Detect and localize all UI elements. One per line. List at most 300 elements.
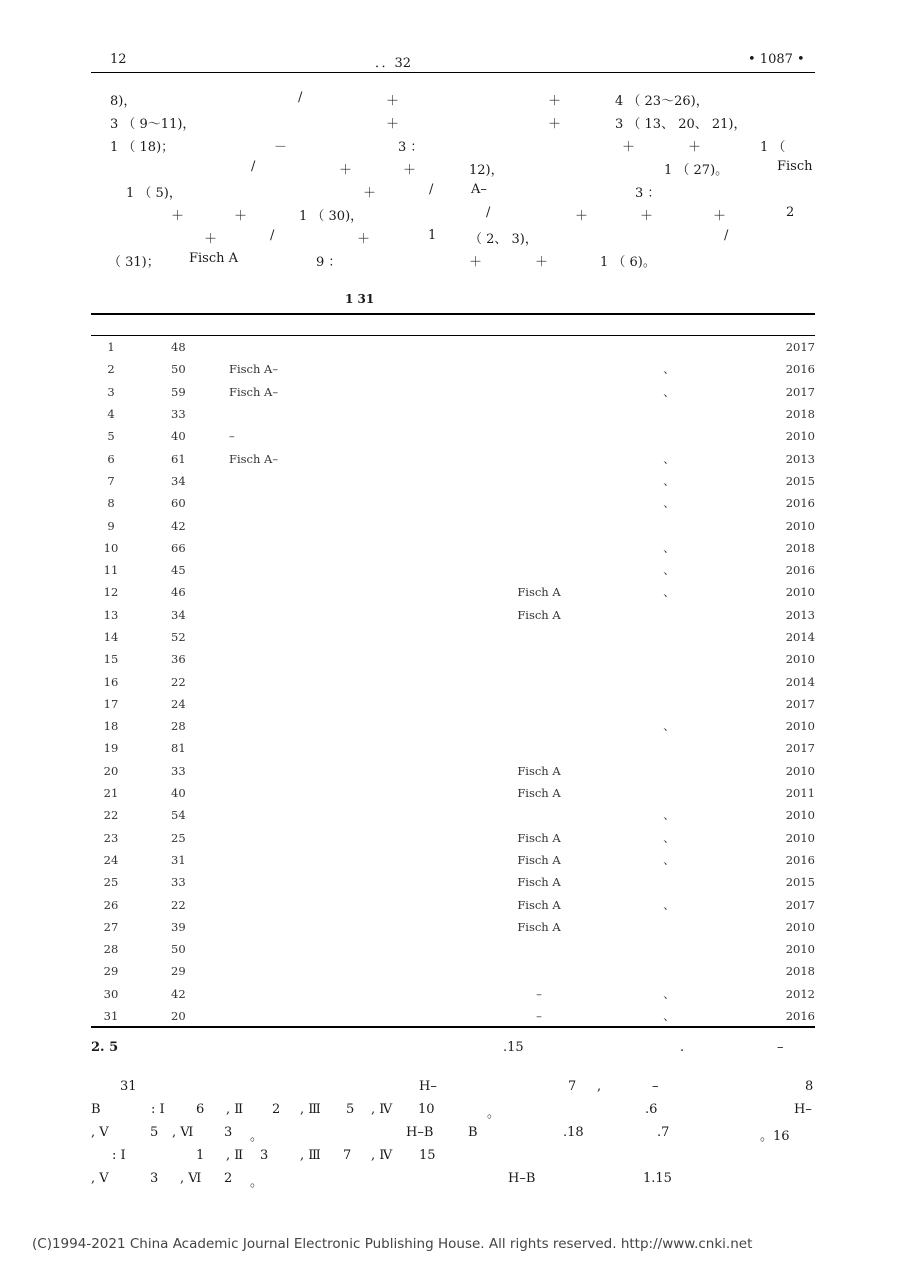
text-fragment: 3 bbox=[260, 1148, 269, 1163]
table-row bbox=[91, 425, 841, 447]
text-fragment: 3 ： bbox=[398, 140, 424, 155]
text-fragment: / bbox=[298, 90, 303, 105]
age: 50 bbox=[171, 942, 186, 957]
cell-a bbox=[229, 693, 469, 715]
text-fragment: ＋ bbox=[171, 209, 185, 224]
table-row bbox=[91, 849, 841, 871]
table-row bbox=[91, 1005, 841, 1027]
age: 54 bbox=[171, 808, 186, 823]
running-header-page-left: 12 bbox=[110, 52, 127, 67]
cell-a bbox=[229, 916, 469, 938]
cell-mark: 、 bbox=[663, 897, 675, 912]
case-number: 15 bbox=[103, 652, 119, 667]
table-row bbox=[91, 514, 841, 536]
case-number: 28 bbox=[103, 942, 119, 957]
text-fragment: ＋ bbox=[548, 117, 562, 132]
cell-mark bbox=[609, 425, 729, 447]
text-fragment: ＋ bbox=[386, 94, 400, 109]
case-number: 17 bbox=[103, 696, 119, 711]
age: 31 bbox=[171, 852, 186, 867]
case-number: 4 bbox=[107, 407, 115, 422]
cell-a: – bbox=[229, 429, 235, 444]
table-row bbox=[91, 336, 841, 358]
cell-a bbox=[229, 648, 469, 670]
age: 50 bbox=[171, 362, 186, 377]
text-fragment: 8)， bbox=[110, 94, 137, 109]
age: 24 bbox=[171, 696, 186, 711]
age: 42 bbox=[171, 986, 186, 1001]
case-number: 13 bbox=[103, 607, 119, 622]
cell-mark bbox=[609, 626, 729, 648]
text-fragment: A– bbox=[471, 182, 487, 197]
cell-analysis bbox=[469, 648, 609, 670]
age: 59 bbox=[171, 384, 186, 399]
section-heading: 2. 5 bbox=[91, 1040, 119, 1055]
text-fragment: , Ⅴ bbox=[91, 1125, 109, 1140]
text-fragment: , Ⅴ bbox=[91, 1171, 109, 1186]
cell-mark bbox=[609, 916, 729, 938]
cell-mark bbox=[609, 403, 729, 425]
cell-analysis: Fisch A bbox=[517, 897, 561, 912]
year: 2018 bbox=[785, 407, 815, 422]
text-fragment: 。 bbox=[487, 1106, 501, 1121]
table-row bbox=[91, 737, 841, 759]
case-number: 25 bbox=[103, 875, 119, 890]
cell-a bbox=[229, 827, 469, 849]
text-fragment: ＋ bbox=[339, 163, 353, 178]
age: 46 bbox=[171, 585, 186, 600]
table-bottom-rule bbox=[91, 1026, 815, 1028]
text-fragment: 。 bbox=[250, 1129, 264, 1144]
cell-analysis bbox=[469, 425, 609, 447]
text-fragment: ＋ bbox=[535, 255, 549, 270]
text-fragment: 2 bbox=[786, 205, 795, 220]
cell-mark bbox=[609, 760, 729, 782]
cell-a bbox=[229, 849, 469, 871]
text-fragment: 1 （ 27)。 bbox=[664, 163, 729, 178]
table-row bbox=[91, 827, 841, 849]
table-row bbox=[91, 916, 841, 938]
year: 2016 bbox=[785, 563, 815, 578]
cell-analysis bbox=[469, 447, 609, 469]
text-fragment: .18 bbox=[563, 1125, 584, 1140]
year: 2016 bbox=[785, 852, 815, 867]
text-fragment: ＋ bbox=[575, 209, 589, 224]
text-fragment: 9 ： bbox=[316, 255, 342, 270]
text-fragment: 6 bbox=[196, 1102, 205, 1117]
cell-mark: 、 bbox=[663, 585, 675, 600]
age: 42 bbox=[171, 518, 186, 533]
cell-analysis: Fisch A bbox=[517, 830, 561, 845]
cell-a bbox=[229, 537, 469, 559]
age: 40 bbox=[171, 429, 186, 444]
case-number: 11 bbox=[103, 563, 119, 578]
year: 2015 bbox=[785, 875, 815, 890]
cell-analysis bbox=[469, 358, 609, 380]
case-number: 21 bbox=[103, 786, 119, 801]
text-fragment: – bbox=[777, 1040, 784, 1055]
text-fragment: 10 bbox=[418, 1102, 435, 1117]
year: 2017 bbox=[785, 340, 815, 355]
text-fragment: , Ⅲ bbox=[300, 1148, 321, 1163]
text-fragment: 1 bbox=[196, 1148, 205, 1163]
cell-a bbox=[229, 470, 469, 492]
cell-a bbox=[229, 514, 469, 536]
text-fragment: － bbox=[274, 140, 288, 155]
table-row bbox=[91, 537, 841, 559]
page-number: • 1087 • bbox=[748, 52, 805, 67]
cell-a bbox=[229, 492, 469, 514]
case-number: 7 bbox=[107, 473, 115, 488]
text-fragment: Fisch bbox=[777, 159, 813, 174]
text-fragment: , Ⅱ bbox=[226, 1102, 244, 1117]
text-fragment: ＋ bbox=[622, 140, 636, 155]
cell-analysis bbox=[469, 737, 609, 759]
table-row bbox=[91, 893, 841, 915]
year: 2012 bbox=[785, 986, 815, 1001]
copyright-footer: (C)1994-2021 China Academic Journal Electronic Publishing House. All rights reserved. http://www.cnki.net bbox=[32, 1236, 753, 1252]
cell-mark bbox=[609, 336, 729, 358]
text-fragment: 1 （ 30)， bbox=[299, 209, 364, 224]
text-fragment: 5 bbox=[346, 1102, 355, 1117]
text-fragment: .6 bbox=[645, 1102, 658, 1117]
year: 2014 bbox=[785, 630, 815, 644]
cell-a bbox=[229, 737, 469, 759]
age: 60 bbox=[171, 496, 186, 511]
case-number: 2 bbox=[107, 362, 115, 377]
table-row bbox=[91, 960, 841, 982]
year: 2017 bbox=[785, 741, 815, 756]
cell-a bbox=[229, 804, 469, 826]
table-row bbox=[91, 358, 841, 380]
cell-mark bbox=[609, 960, 729, 982]
text-fragment: ＋ bbox=[204, 232, 218, 247]
table-row bbox=[91, 648, 841, 670]
cell-analysis: – bbox=[536, 1009, 542, 1024]
case-table bbox=[91, 336, 841, 1027]
cell-a bbox=[229, 960, 469, 982]
case-number: 31 bbox=[103, 1009, 119, 1024]
cell-mark: 、 bbox=[663, 496, 675, 511]
text-fragment: ＋ bbox=[713, 209, 727, 224]
text-fragment: / bbox=[724, 228, 729, 243]
text-fragment: / bbox=[486, 205, 491, 220]
text-fragment: B bbox=[91, 1102, 101, 1117]
case-number: 30 bbox=[103, 986, 119, 1001]
cell-a bbox=[229, 403, 469, 425]
text-fragment: , Ⅵ bbox=[172, 1125, 194, 1140]
text-fragment: .7 bbox=[657, 1125, 670, 1140]
year: 2011 bbox=[785, 786, 815, 801]
cell-analysis bbox=[469, 938, 609, 960]
year: 2010 bbox=[785, 429, 815, 444]
age: 36 bbox=[171, 652, 186, 667]
cell-a bbox=[229, 1005, 469, 1027]
text-fragment: / bbox=[270, 228, 275, 243]
cell-analysis bbox=[469, 403, 609, 425]
case-number: 18 bbox=[103, 719, 119, 734]
cell-mark: 、 bbox=[663, 986, 675, 1001]
year: 2013 bbox=[785, 451, 815, 466]
cell-mark bbox=[609, 648, 729, 670]
year: 2016 bbox=[785, 1009, 815, 1024]
text-fragment: 12)， bbox=[469, 163, 504, 178]
text-fragment: 15 bbox=[419, 1148, 436, 1163]
text-fragment: H– bbox=[794, 1102, 812, 1117]
text-fragment: ＋ bbox=[469, 255, 483, 270]
case-number: 24 bbox=[103, 852, 119, 867]
year: 2015 bbox=[785, 473, 815, 488]
text-fragment: / bbox=[251, 159, 256, 174]
cell-mark bbox=[609, 670, 729, 692]
cell-analysis: Fisch A bbox=[517, 786, 561, 801]
age: 52 bbox=[171, 630, 186, 644]
cell-mark bbox=[609, 514, 729, 536]
cell-mark bbox=[609, 782, 729, 804]
text-fragment: ＋ bbox=[234, 209, 248, 224]
age: 34 bbox=[171, 473, 186, 488]
year: 2013 bbox=[785, 607, 815, 622]
cell-mark: 、 bbox=[663, 362, 675, 377]
text-fragment: ＋ bbox=[548, 94, 562, 109]
cell-mark bbox=[609, 871, 729, 893]
cell-analysis bbox=[469, 670, 609, 692]
year: 2010 bbox=[785, 518, 815, 533]
age: 20 bbox=[171, 1009, 186, 1024]
age: 34 bbox=[171, 607, 186, 622]
text-fragment: H–B bbox=[406, 1125, 434, 1140]
text-fragment: 1 （ 18)； bbox=[110, 140, 175, 155]
cell-a bbox=[229, 871, 469, 893]
text-fragment: 3 ： bbox=[635, 186, 661, 201]
cell-mark: 、 bbox=[663, 1009, 675, 1024]
text-fragment: 1 （ bbox=[760, 140, 786, 155]
table-row bbox=[91, 492, 841, 514]
cell-analysis bbox=[469, 381, 609, 403]
year: 2018 bbox=[785, 964, 815, 979]
table-row bbox=[91, 470, 841, 492]
age: 28 bbox=[171, 719, 186, 734]
table-row bbox=[91, 715, 841, 737]
table-row bbox=[91, 626, 841, 648]
header-rule bbox=[91, 72, 815, 73]
case-number: 26 bbox=[103, 897, 119, 912]
cell-mark: 、 bbox=[663, 563, 675, 578]
table-row bbox=[91, 581, 841, 603]
case-number: 19 bbox=[103, 741, 119, 756]
case-number: 22 bbox=[103, 808, 119, 823]
cell-a bbox=[229, 336, 469, 358]
table-row bbox=[91, 381, 841, 403]
age: 48 bbox=[171, 340, 186, 355]
cell-analysis: Fisch A bbox=[517, 919, 561, 934]
cell-analysis: Fisch A bbox=[517, 607, 561, 622]
cell-analysis: – bbox=[536, 986, 542, 1001]
cell-mark: 、 bbox=[663, 451, 675, 466]
cell-a bbox=[229, 893, 469, 915]
cell-a bbox=[229, 670, 469, 692]
text-fragment: 8 bbox=[805, 1079, 814, 1094]
text-fragment: 1.15 bbox=[643, 1171, 672, 1186]
age: 45 bbox=[171, 563, 186, 578]
year: 2017 bbox=[785, 696, 815, 711]
text-fragment: 1 （ 6)。 bbox=[600, 255, 656, 270]
age: 39 bbox=[171, 919, 186, 934]
case-number: 12 bbox=[103, 585, 119, 600]
cell-mark: 、 bbox=[663, 540, 675, 555]
cell-analysis bbox=[469, 693, 609, 715]
cell-mark: 、 bbox=[663, 830, 675, 845]
text-fragment: Fisch A bbox=[189, 251, 239, 266]
text-fragment: , Ⅲ bbox=[300, 1102, 321, 1117]
year: 2010 bbox=[785, 919, 815, 934]
text-fragment: 1 bbox=[428, 228, 437, 243]
case-number: 8 bbox=[107, 496, 115, 511]
age: 33 bbox=[171, 407, 186, 422]
year: 2010 bbox=[785, 652, 815, 667]
table-row bbox=[91, 403, 841, 425]
cell-a bbox=[229, 715, 469, 737]
table-row bbox=[91, 693, 841, 715]
year: 2016 bbox=[785, 496, 815, 511]
year: 2014 bbox=[785, 674, 815, 689]
text-fragment: 2 bbox=[224, 1171, 233, 1186]
text-fragment: ＋ bbox=[688, 140, 702, 155]
cell-analysis bbox=[469, 492, 609, 514]
case-number: 6 bbox=[107, 451, 115, 466]
age: 22 bbox=[171, 897, 186, 912]
text-fragment: 1 （ 5)， bbox=[126, 186, 182, 201]
table-row bbox=[91, 938, 841, 960]
cell-mark: 、 bbox=[663, 719, 675, 734]
cell-mark bbox=[609, 693, 729, 715]
case-number: 3 bbox=[107, 384, 115, 399]
cell-analysis bbox=[469, 559, 609, 581]
cell-a bbox=[229, 626, 469, 648]
table-row bbox=[91, 559, 841, 581]
case-number: 16 bbox=[103, 674, 119, 689]
cell-analysis bbox=[469, 336, 609, 358]
text-fragment: .15 bbox=[503, 1040, 524, 1055]
cell-a bbox=[229, 581, 469, 603]
age: 33 bbox=[171, 763, 186, 778]
cell-analysis bbox=[469, 715, 609, 737]
cell-a: Fisch A– bbox=[229, 384, 279, 399]
text-fragment: ＋ bbox=[386, 117, 400, 132]
running-header-center: ．．32 bbox=[375, 56, 412, 71]
table-top-rule bbox=[91, 313, 815, 315]
age: 29 bbox=[171, 964, 186, 979]
text-fragment: – bbox=[652, 1079, 659, 1094]
text-fragment: H– bbox=[419, 1079, 437, 1094]
cell-a bbox=[229, 559, 469, 581]
text-fragment: , Ⅳ bbox=[371, 1102, 393, 1117]
case-number: 27 bbox=[103, 919, 119, 934]
cell-mark: 、 bbox=[663, 473, 675, 488]
text-fragment: （ 2、 3)， bbox=[469, 232, 538, 247]
cell-mark: 、 bbox=[663, 808, 675, 823]
year: 2017 bbox=[785, 384, 815, 399]
text-fragment: 。16 bbox=[760, 1129, 790, 1144]
year: 2010 bbox=[785, 830, 815, 845]
text-fragment: , bbox=[597, 1079, 602, 1094]
year: 2016 bbox=[785, 362, 815, 377]
text-fragment: 3 （ 9～11)， bbox=[110, 117, 196, 132]
table-caption: 1 31 bbox=[345, 292, 375, 306]
text-fragment: H–B bbox=[508, 1171, 536, 1186]
table-row bbox=[91, 604, 841, 626]
text-fragment: （ 31)； bbox=[108, 255, 160, 270]
text-fragment: 3 （ 13、 20、 21)， bbox=[615, 117, 747, 132]
table-row bbox=[91, 782, 841, 804]
text-fragment: 。 bbox=[250, 1175, 264, 1190]
table-row bbox=[91, 804, 841, 826]
cell-analysis bbox=[469, 626, 609, 648]
case-number: 23 bbox=[103, 830, 119, 845]
cell-mark: 、 bbox=[663, 852, 675, 867]
text-fragment: ＋ bbox=[403, 163, 417, 178]
year: 2018 bbox=[785, 540, 815, 555]
year: 2017 bbox=[785, 897, 815, 912]
cell-analysis bbox=[469, 804, 609, 826]
cell-analysis: Fisch A bbox=[517, 875, 561, 890]
text-fragment: , Ⅵ bbox=[180, 1171, 202, 1186]
cell-a: Fisch A– bbox=[229, 362, 279, 377]
cell-analysis: Fisch A bbox=[517, 852, 561, 867]
text-fragment: 4 （ 23～26)， bbox=[615, 94, 709, 109]
cell-analysis bbox=[469, 470, 609, 492]
age: 81 bbox=[171, 741, 186, 756]
text-fragment: B bbox=[468, 1125, 478, 1140]
text-fragment: , Ⅱ bbox=[226, 1148, 244, 1163]
cell-analysis bbox=[469, 514, 609, 536]
case-number: 1 bbox=[107, 340, 115, 355]
cell-a: Fisch A– bbox=[229, 451, 279, 466]
text-fragment: . bbox=[680, 1040, 685, 1055]
year: 2010 bbox=[785, 942, 815, 957]
text-fragment: : Ⅰ bbox=[112, 1148, 126, 1163]
case-number: 5 bbox=[107, 429, 115, 444]
cell-a bbox=[229, 604, 469, 626]
text-fragment: 7 bbox=[568, 1079, 577, 1094]
cell-mark bbox=[609, 604, 729, 626]
text-fragment: ＋ bbox=[363, 186, 377, 201]
age: 66 bbox=[171, 540, 186, 555]
cell-a bbox=[229, 983, 469, 1005]
cell-analysis bbox=[469, 960, 609, 982]
case-number: 10 bbox=[103, 540, 119, 555]
year: 2010 bbox=[785, 585, 815, 600]
year: 2010 bbox=[785, 808, 815, 823]
cell-analysis bbox=[469, 537, 609, 559]
case-number: 14 bbox=[103, 630, 119, 644]
table-row bbox=[91, 760, 841, 782]
text-fragment: 2 bbox=[272, 1102, 281, 1117]
table-row bbox=[91, 447, 841, 469]
case-number: 9 bbox=[107, 518, 115, 533]
age: 33 bbox=[171, 875, 186, 890]
text-fragment: 7 bbox=[343, 1148, 352, 1163]
cell-mark bbox=[609, 938, 729, 960]
text-fragment: 31 bbox=[120, 1079, 137, 1094]
age: 25 bbox=[171, 830, 186, 845]
cell-a bbox=[229, 782, 469, 804]
age: 61 bbox=[171, 451, 186, 466]
text-fragment: : Ⅰ bbox=[151, 1102, 165, 1117]
text-fragment: 5 bbox=[150, 1125, 159, 1140]
age: 22 bbox=[171, 674, 186, 689]
cell-analysis: Fisch A bbox=[517, 763, 561, 778]
